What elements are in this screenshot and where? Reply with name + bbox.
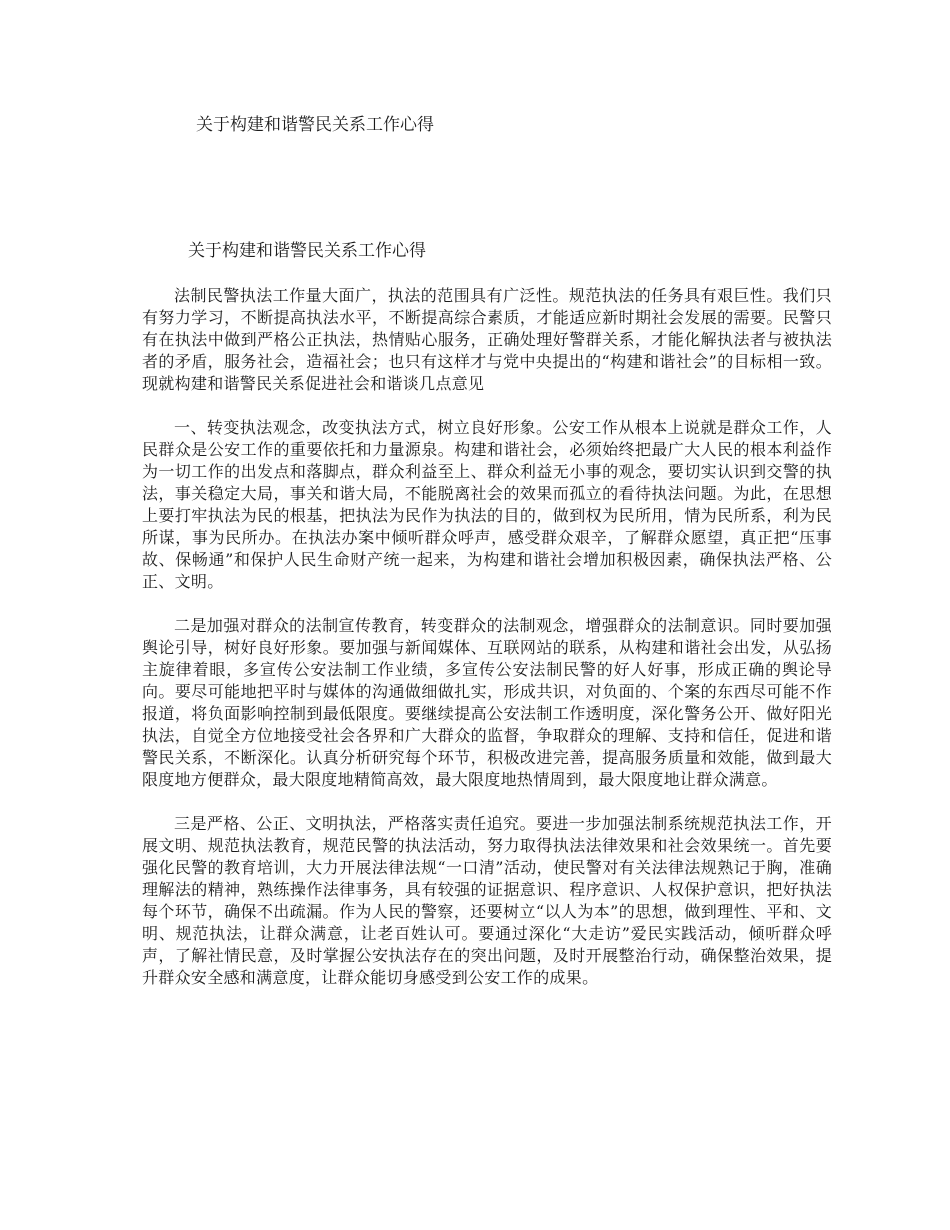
document-body — [142, 285, 832, 1011]
paragraph-point-two: 二是加强对群众的法制宣传教育，转变群众的法制观念，增强群众的法制意识。同时要加强舆论引导，树好良好形象。要加强与新闻媒体、互联网站的联系，从构建和谐社会出发，从弘扬主旋律着眼，多宣传公安法制工作业绩，多宣传公安法制民警的好人好事，形成正确的舆论导向。要尽可能地把平时与媒体的沟通做细做扎实，形成共识，对负面的、个案的东西尽可能不作报道，将负面影响控制到最低限度。要继续提高公安法制工作透明度，深化警务公开、做好阳光执法，自觉全方位地接受社会各界和广大群众的监督，争取群众的理解、支持和信任，促进和谐警民关系，不断深化。认真分析研究每个环节，积极改进完善，提高服务质量和效能，做到最大限度地方便群众，最大限度地精简高效，最大限度地热情周到，最大限度地让群众满意。 — [142, 616, 832, 789]
paragraph-intro: 法制民警执法工作量大面广，执法的范围具有广泛性。规范执法的任务具有艰巨性。我们只有努力学习，不断提高执法水平，不断提高综合素质，才能适应新时期社会发展的需要。民警只有在执法中做到严格公正执法，热情贴心服务，正确处理好警群关系，才能化解执法者与被执法者的矛盾，服务社会，造福社会；也只有这样才与党中央提出的“构建和谐社会”的目标相一致。现就构建和谐警民关系促进社会和谐谈几点意见 — [142, 286, 832, 393]
paragraph-point-three: 三是严格、公正、文明执法，严格落实责任追究。要进一步加强法制系统规范执法工作，开展文明、规范执法教育，规范民警的执法活动，努力取得执法法律效果和社会效果统一。首先要强化民警的教育培训，大力开展法律法规“一口清”活动，使民警对有关法律法规熟记于胸，准确理解法的精神，熟练操作法律事务，具有较强的证据意识、程序意识、人权保护意识，把好执法每个环节，确保不出疏漏。作为人民的警察，还要树立“以人为本”的思想，做到理性、平和、文明、规范执法，让群众满意，让老百姓认可。要通过深化“大走访”爱民实践活动，倾听群众呼声，了解社情民意，及时掌握公安执法存在的突出问题，及时开展整治行动，确保整治效果，提升群众安全感和满意度，让群众能切身感受到公安工作的成果。 — [142, 814, 832, 987]
header-title: 关于构建和谐警民关系工作心得 — [196, 115, 434, 135]
document-title: 关于构建和谐警民关系工作心得 — [188, 241, 426, 261]
paragraph-point-one: 一、转变执法观念，改变执法方式，树立良好形象。公安工作从根本上说就是群众工作，人民群众是公安工作的重要依托和力量源泉。构建和谐社会，必须始终把最广大人民的根本利益作为一切工作的出发点和落脚点，群众利益至上、群众利益无小事的观念，要切实认识到交警的执法，事关稳定大局，事关和谐大局，不能脱离社会的效果而孤立的看待执法问题。为此，在思想上要打牢执法为民的根基，把执法为民作为执法的目的，做到权为民所用，情为民所系，利为民所谋，事为民所办。在执法办案中倾听群众呼声，感受群众艰辛，了解群众愿望，真正把“压事故、保畅通”和保护人民生命财产统一起来，为构建和谐社会增加积极因素，确保执法严格、公正、文明。 — [142, 418, 832, 591]
